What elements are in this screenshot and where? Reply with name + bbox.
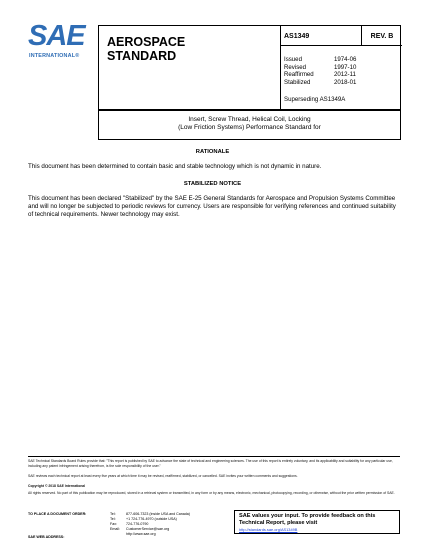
feedback-box <box>234 510 400 534</box>
date-list <box>284 56 356 87</box>
contact-website-link[interactable]: http://www.sae.org <box>126 531 156 536</box>
rationale-heading: RATIONALE <box>195 149 230 155</box>
subject-line: (Low Friction Systems) Performance Standard for <box>178 124 321 131</box>
contact-value: +1 724-776-4970 (outside USA) <box>126 516 177 521</box>
order-label: TO PLACE A DOCUMENT ORDER: <box>28 512 87 516</box>
date-row <box>284 56 356 64</box>
footer-rule <box>28 456 400 457</box>
order-contacts <box>28 512 190 537</box>
header-divider <box>280 45 402 46</box>
subject-line: Insert, Screw Thread, Helical Coil, Locking <box>188 116 311 123</box>
contact-value: 724-776-0790 <box>126 521 149 526</box>
feedback-text: SAE values your input. To provide feedback on this <box>239 513 376 519</box>
date-label: Stabilized <box>284 79 311 87</box>
contact-email-link[interactable]: CustomerService@sae.org <box>126 526 170 531</box>
date-row <box>284 71 356 79</box>
title-line: AEROSPACE <box>107 35 186 49</box>
contact-key: Tel: <box>110 512 116 516</box>
footer-rights: All rights reserved. No part of this publication may be reproduced, stored in a retrieval system or transmitted, in any form or by any means, electronic, mechanical, photocopying, recording, or otherwise, without the prior written permission of SAE. <box>28 491 395 495</box>
footer-copyright: Copyright © 2018 SAE International <box>28 484 86 488</box>
title-line: STANDARD <box>107 49 177 63</box>
feedback-link[interactable]: http://standards.sae.org/AS1349B <box>239 526 298 532</box>
footer-review-note: SAE reviews each technical report at least every five years at which time it may be revised, reaffirmed, stabilized, or cancelled. SAE invites your written comments and suggestions. <box>28 474 298 478</box>
sae-logo <box>28 22 92 66</box>
date-label: Reaffirmed <box>284 71 314 79</box>
date-value: 2012-11 <box>334 71 356 79</box>
contact-key: Fax: <box>110 521 117 526</box>
date-row <box>284 64 356 72</box>
date-row <box>284 79 356 87</box>
date-value: 2018-01 <box>334 79 357 87</box>
revision-label: REV. B <box>370 33 394 40</box>
stabilized-heading: STABILIZED NOTICE <box>183 181 242 187</box>
web-address-label: SAE WEB ADDRESS: <box>28 535 65 539</box>
date-value: 1997-10 <box>334 63 357 71</box>
footer-disclaimer: SAE Technical Standards Board Rules provide that: "This report is published by SAE to advance the state of technical and engineering sciences. The use of this report is entirely voluntary, and its applicability and suitability for any particular use, including any patent infringement arising therefrom, is the sole responsibility of the user." <box>28 459 393 468</box>
contact-key: Email: <box>110 526 120 531</box>
logo-letters: SAE <box>28 20 85 52</box>
date-label: Revised <box>284 63 307 71</box>
superseding-note: Superseding AS1349A <box>284 96 346 103</box>
header-divider <box>361 26 362 45</box>
header-table <box>98 25 401 110</box>
contact-key <box>110 532 126 537</box>
document-subject <box>98 110 401 140</box>
stabilized-text: This document has been declared "Stabilized" by the SAE E-25 General Standards for Aerospace and Propulsion Systems Committee and will no longer be subjected to periodic reviews for currency. Users are responsible for verifying references and continued suitability of technical requirements. Newer technology may exist. <box>28 195 396 219</box>
feedback-text: Technical Report, please visit <box>239 519 318 526</box>
header-divider <box>280 26 281 109</box>
document-title <box>107 35 185 63</box>
date-value: 1974-06 <box>334 56 357 63</box>
logo-subtitle: INTERNATIONAL® <box>29 53 80 59</box>
rationale-text: This document has been determined to contain basic and stable technology which is not dynamic in nature. <box>28 163 322 170</box>
date-label: Issued <box>284 56 302 63</box>
document-number: AS1349 <box>284 33 310 40</box>
contact-value: 877-606-7323 (inside USA and Canada) <box>126 512 190 516</box>
contact-key: Tel: <box>110 516 116 521</box>
